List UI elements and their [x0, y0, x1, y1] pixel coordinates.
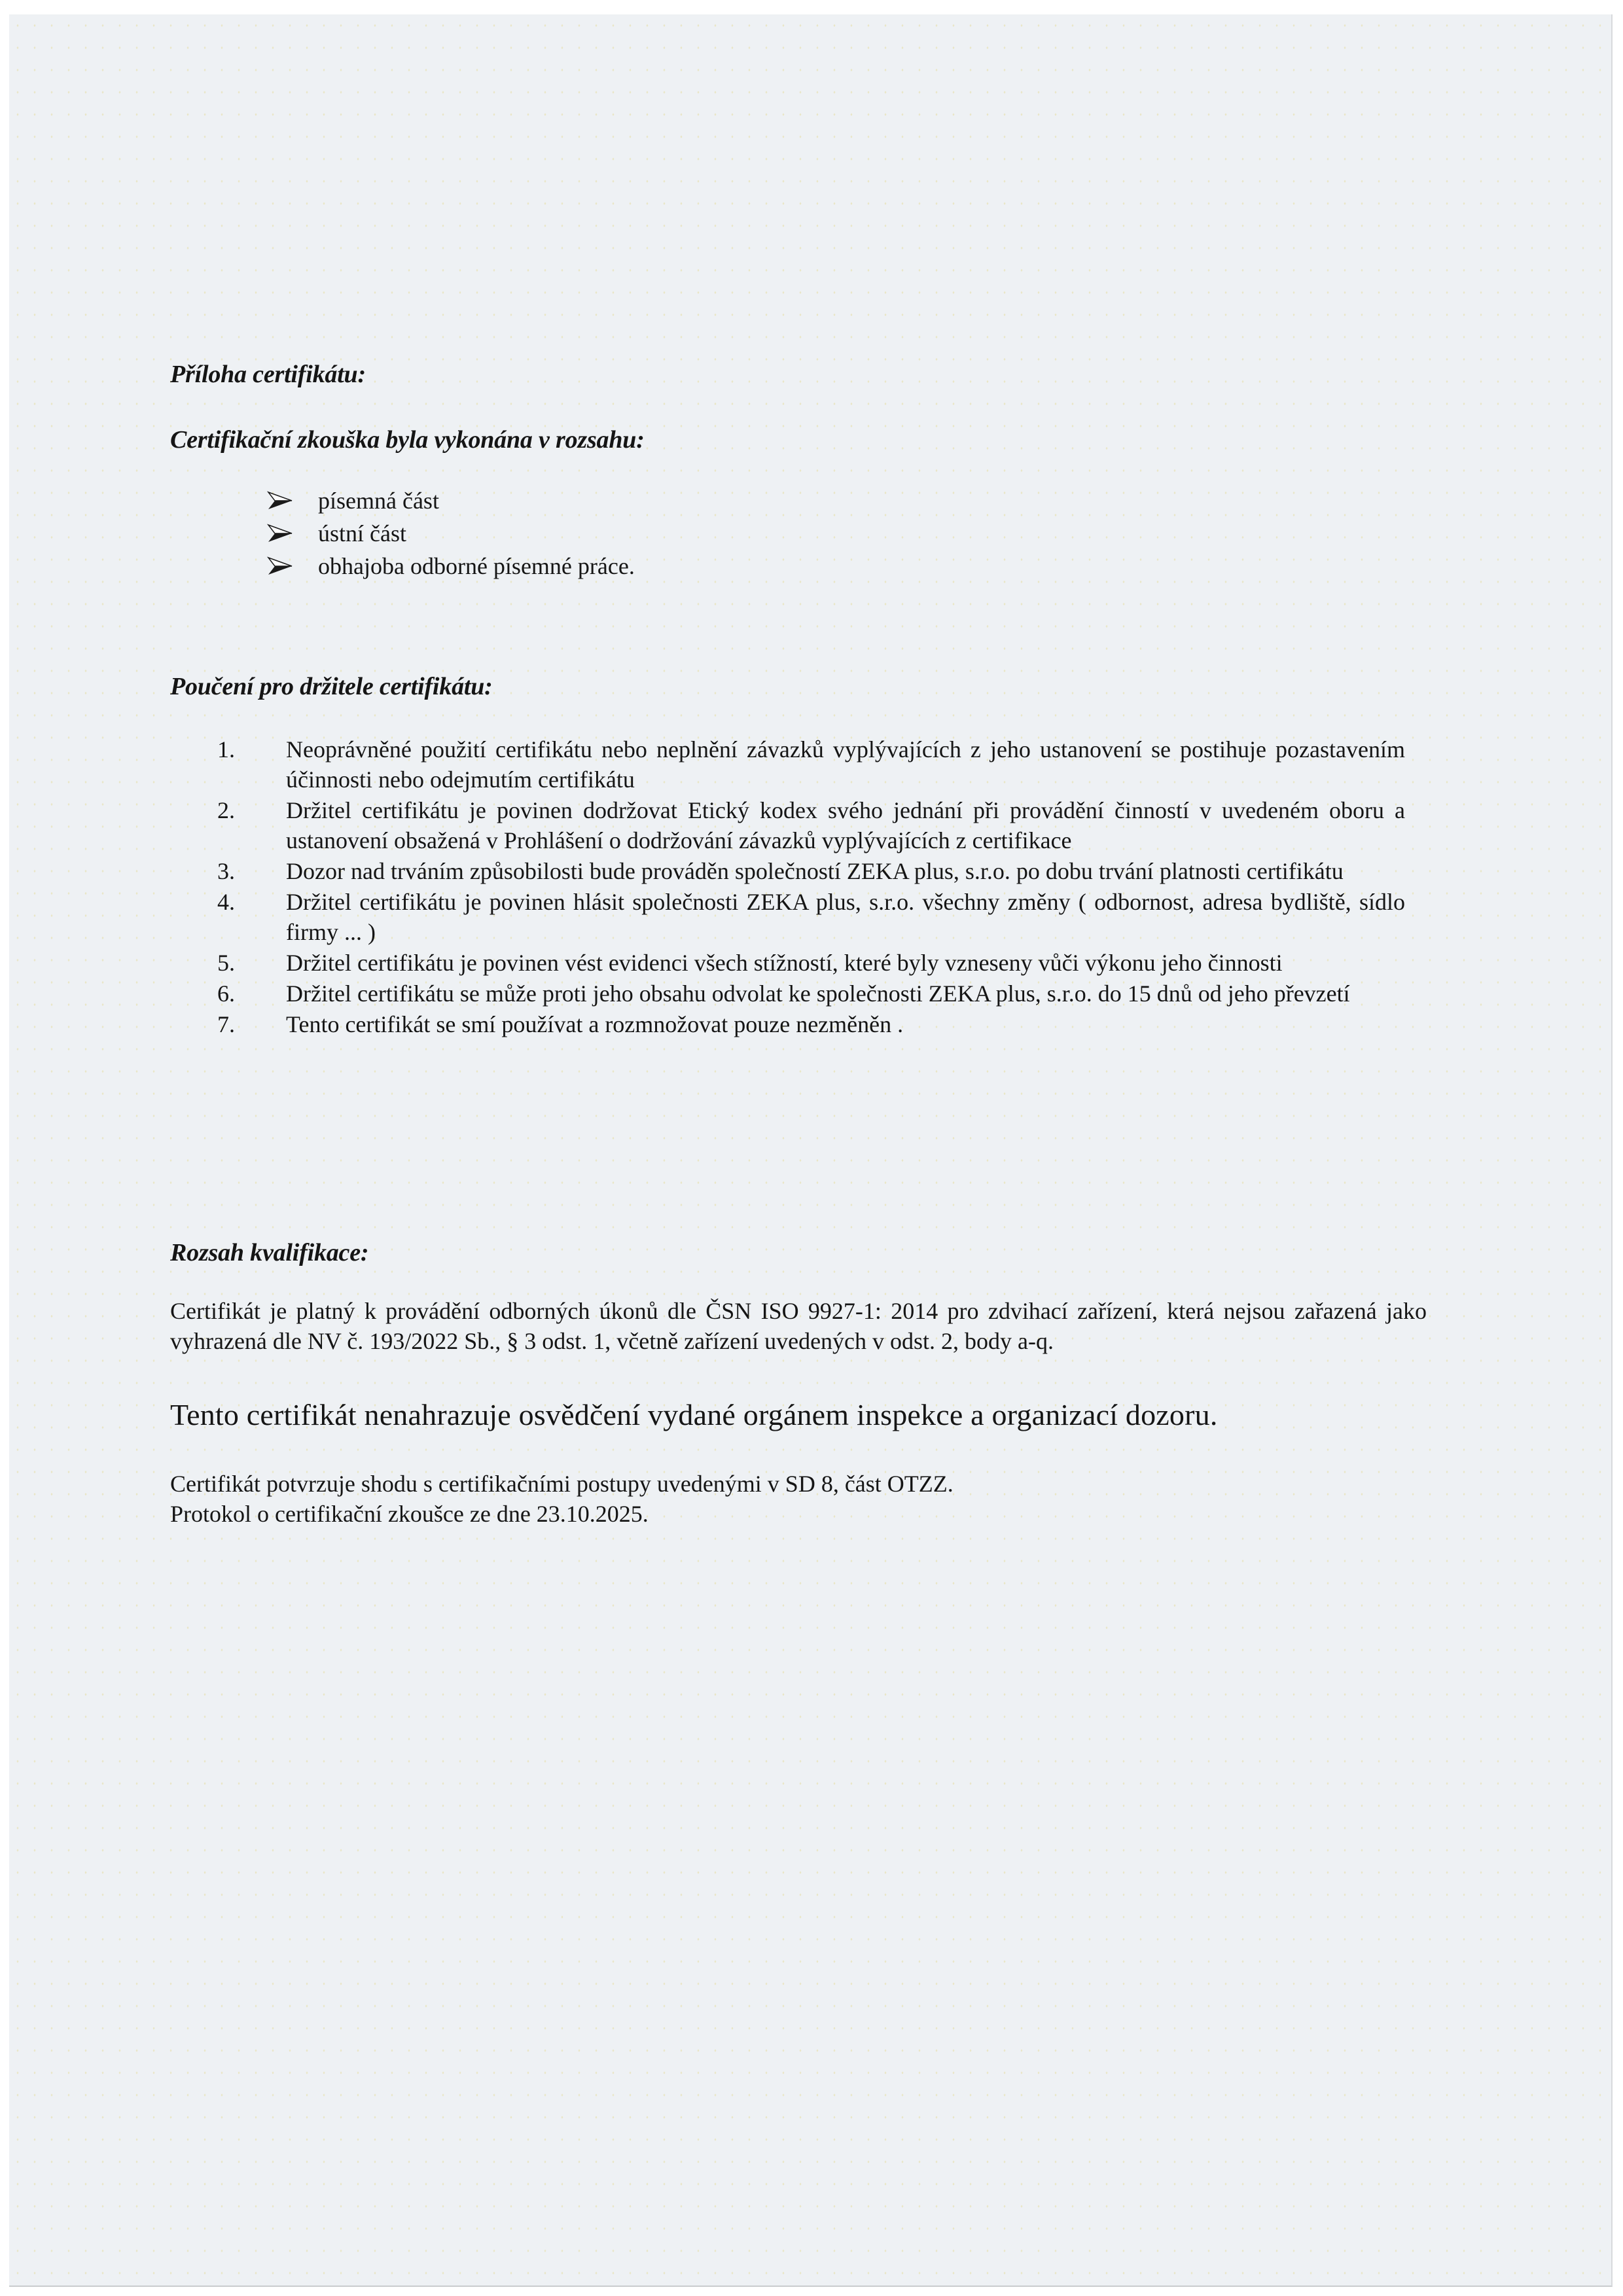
exam-scope-heading: Certifikační zkouška byla vykonána v rozsahu: [170, 426, 645, 454]
arrowhead-bullet-icon [267, 556, 293, 576]
instruction-number: 5. [217, 950, 235, 976]
qualification-heading: Rozsah kvalifikace: [170, 1239, 369, 1266]
inspection-notice: Tento certifikát nenahrazuje osvědčení vydané orgánem inspekce a organizací dozoru. [170, 1398, 1218, 1431]
certificate-annex-document [9, 14, 1611, 2286]
instruction-number: 4. [217, 889, 235, 915]
instruction-text: Držitel certifikátu je povinen dodržovat Etický kodex svého jednání při provádění činností v uvedeném oboru a ustanovení obsažená v Prohlášení o dodržování závazků vyplývajících z certifikace [286, 797, 1405, 853]
exam-part-label: obhajoba odborné písemné práce. [318, 553, 635, 579]
instruction-item [217, 734, 1405, 795]
exam-part-item [267, 517, 635, 550]
arrowhead-bullet-icon [267, 524, 293, 543]
instruction-text: Dozor nad trváním způsobilosti bude prováděn společností ZEKA plus, s.r.o. po dobu trvání platnosti certifikátu [286, 858, 1344, 884]
conformity-line: Certifikát potvrzuje shodu s certifikačními postupy uvedenými v SD 8, část OTZZ. [170, 1471, 954, 1497]
exam-parts-list [267, 484, 635, 583]
arrowhead-bullet-icon [267, 491, 293, 511]
instruction-item [217, 1009, 1405, 1039]
instruction-text: Neoprávněné použití certifikátu nebo neplnění závazků vyplývajících z jeho ustanovení se postihuje pozastavením účinnosti nebo odejmutím certifikátu [286, 736, 1405, 793]
instruction-number: 3. [217, 858, 235, 884]
instruction-text: Držitel certifikátu je povinen hlásit společnosti ZEKA plus, s.r.o. všechny změny ( odbornost, adresa bydliště, sídlo firmy ... ) [286, 889, 1405, 945]
instructions-heading: Poučení pro držitele certifikátu: [170, 673, 493, 700]
instruction-number: 1. [217, 736, 235, 762]
protocol-line: Protokol o certifikační zkoušce ze dne 23.10.2025. [170, 1501, 649, 1527]
instruction-text: Držitel certifikátu je povinen vést evidenci všech stížností, které byly vzneseny vůči výkonu jeho činnosti [286, 950, 1283, 976]
instruction-item [217, 978, 1405, 1009]
instruction-item [217, 887, 1405, 947]
exam-part-item [267, 550, 635, 583]
instruction-text: Držitel certifikátu se může proti jeho obsahu odvolat ke společnosti ZEKA plus, s.r.o. do 15 dnů od jeho převzetí [286, 980, 1350, 1007]
annex-title: Příloha certifikátu: [170, 361, 366, 388]
exam-part-label: ústní část [318, 520, 406, 547]
instruction-number: 6. [217, 980, 235, 1007]
instruction-item [217, 948, 1405, 978]
instruction-item [217, 856, 1405, 886]
exam-part-label: písemná část [318, 488, 439, 514]
scanned-page [9, 14, 1613, 2287]
instructions-list [217, 734, 1405, 1040]
qualification-scope-text: Certifikát je platný k provádění odborných úkonů dle ČSN ISO 9927-1: 2014 pro zdvihací zařízení, která nejsou zařazená jako vyhrazená dle NV č. 193/2022 Sb., § 3 odst. 1, včetně zařízení uvedených v odst. 2, body a-q. [170, 1298, 1427, 1354]
exam-part-item [267, 484, 635, 517]
instruction-text: Tento certifikát se smí používat a rozmnožovat pouze nezměněn . [286, 1011, 904, 1037]
instruction-item [217, 795, 1405, 855]
instruction-number: 7. [217, 1011, 235, 1037]
instruction-number: 2. [217, 797, 235, 823]
